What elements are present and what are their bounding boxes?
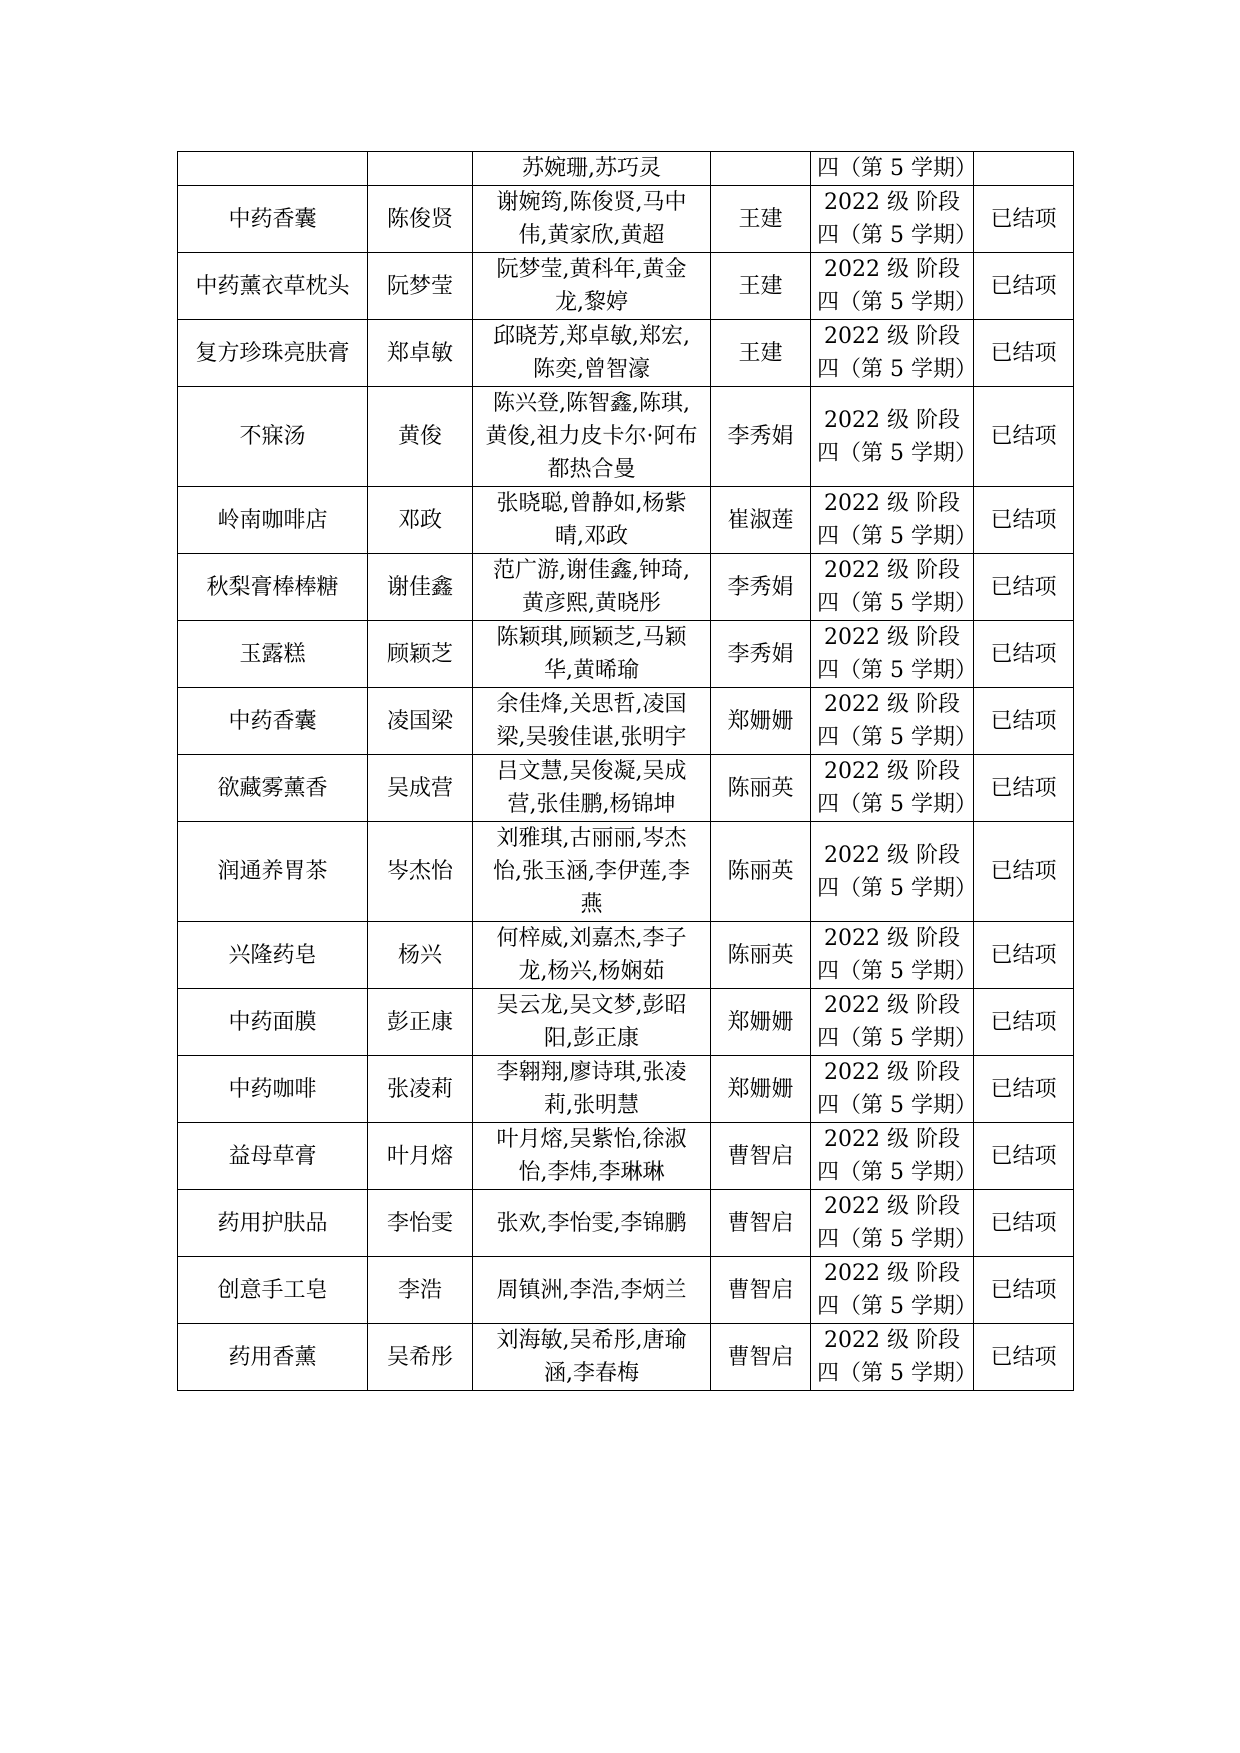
table-row (178, 152, 1074, 186)
leader-cell: 凌国梁 (368, 688, 473, 755)
status-cell: 已结项 (974, 621, 1074, 688)
project-name-cell: 玉露糕 (178, 621, 368, 688)
advisor-cell: 李秀娟 (711, 621, 811, 688)
project-name-cell: 不寐汤 (178, 387, 368, 487)
table-body (178, 152, 1074, 1391)
project-name-cell: 药用香薰 (178, 1324, 368, 1391)
table-row (178, 822, 1074, 922)
advisor-cell: 郑姗姗 (711, 688, 811, 755)
leader-cell: 阮梦莹 (368, 253, 473, 320)
status-cell: 已结项 (974, 989, 1074, 1056)
advisor-cell: 李秀娟 (711, 387, 811, 487)
leader-cell: 郑卓敏 (368, 320, 473, 387)
leader-cell: 杨兴 (368, 922, 473, 989)
project-name-cell: 复方珍珠亮肤膏 (178, 320, 368, 387)
advisor-cell: 李秀娟 (711, 554, 811, 621)
status-cell: 已结项 (974, 487, 1074, 554)
status-cell: 已结项 (974, 822, 1074, 922)
stage-cell: 2022 级 阶段四（第 5 学期） (811, 554, 974, 621)
members-cell: 邱晓芳,郑卓敏,郑宏,陈奕,曾智濠 (473, 320, 711, 387)
status-cell: 已结项 (974, 320, 1074, 387)
table-row (178, 755, 1074, 822)
advisor-cell: 陈丽英 (711, 922, 811, 989)
status-cell (974, 152, 1074, 186)
table-row (178, 1257, 1074, 1324)
table-row (178, 621, 1074, 688)
advisor-cell: 王建 (711, 253, 811, 320)
status-cell: 已结项 (974, 1324, 1074, 1391)
status-cell: 已结项 (974, 1056, 1074, 1123)
stage-cell: 2022 级 阶段四（第 5 学期） (811, 1257, 974, 1324)
project-name-cell: 创意手工皂 (178, 1257, 368, 1324)
advisor-cell: 王建 (711, 320, 811, 387)
stage-cell: 2022 级 阶段四（第 5 学期） (811, 487, 974, 554)
stage-cell: 2022 级 阶段四（第 5 学期） (811, 989, 974, 1056)
leader-cell: 李浩 (368, 1257, 473, 1324)
project-name-cell: 中药咖啡 (178, 1056, 368, 1123)
project-name-cell: 欲藏雾薰香 (178, 755, 368, 822)
advisor-cell: 郑姗姗 (711, 989, 811, 1056)
members-cell: 陈颖琪,顾颖芝,马颖华,黄晞瑜 (473, 621, 711, 688)
stage-cell: 2022 级 阶段四（第 5 学期） (811, 1190, 974, 1257)
stage-cell: 2022 级 阶段四（第 5 学期） (811, 186, 974, 253)
leader-cell: 谢佳鑫 (368, 554, 473, 621)
stage-cell: 2022 级 阶段四（第 5 学期） (811, 755, 974, 822)
leader-cell: 叶月熔 (368, 1123, 473, 1190)
table-row (178, 186, 1074, 253)
table-row (178, 1056, 1074, 1123)
status-cell: 已结项 (974, 922, 1074, 989)
leader-cell: 彭正康 (368, 989, 473, 1056)
table-row (178, 1190, 1074, 1257)
status-cell: 已结项 (974, 755, 1074, 822)
members-cell: 刘雅琪,古丽丽,岑杰怡,张玉涵,李伊莲,李燕 (473, 822, 711, 922)
advisor-cell: 曹智启 (711, 1324, 811, 1391)
status-cell: 已结项 (974, 1257, 1074, 1324)
leader-cell: 顾颖芝 (368, 621, 473, 688)
project-name-cell: 中药香囊 (178, 186, 368, 253)
table-row (178, 487, 1074, 554)
table-row (178, 554, 1074, 621)
stage-cell: 2022 级 阶段四（第 5 学期） (811, 621, 974, 688)
members-cell: 周镇洲,李浩,李炳兰 (473, 1257, 711, 1324)
table-row (178, 320, 1074, 387)
stage-cell: 2022 级 阶段四（第 5 学期） (811, 253, 974, 320)
advisor-cell (711, 152, 811, 186)
members-cell: 阮梦莹,黄科年,黄金龙,黎婷 (473, 253, 711, 320)
project-name-cell: 秋梨膏棒棒糖 (178, 554, 368, 621)
members-cell: 吴云龙,吴文梦,彭昭阳,彭正康 (473, 989, 711, 1056)
status-cell: 已结项 (974, 1123, 1074, 1190)
members-cell: 范广游,谢佳鑫,钟琦,黄彦熙,黄晓彤 (473, 554, 711, 621)
members-cell: 张欢,李怡雯,李锦鹏 (473, 1190, 711, 1257)
status-cell: 已结项 (974, 186, 1074, 253)
members-cell: 吕文慧,吴俊凝,吴成营,张佳鹏,杨锦坤 (473, 755, 711, 822)
members-cell: 刘海敏,吴希彤,唐瑜涵,李春梅 (473, 1324, 711, 1391)
table-row (178, 253, 1074, 320)
stage-cell: 2022 级 阶段四（第 5 学期） (811, 1056, 974, 1123)
table-row (178, 989, 1074, 1056)
project-name-cell: 益母草膏 (178, 1123, 368, 1190)
stage-cell: 2022 级 阶段四（第 5 学期） (811, 1324, 974, 1391)
project-name-cell: 中药面膜 (178, 989, 368, 1056)
status-cell: 已结项 (974, 253, 1074, 320)
leader-cell: 邓政 (368, 487, 473, 554)
advisor-cell: 崔淑莲 (711, 487, 811, 554)
stage-cell: 2022 级 阶段四（第 5 学期） (811, 320, 974, 387)
project-name-cell: 润通养胃茶 (178, 822, 368, 922)
members-cell: 张晓聪,曾静如,杨紫晴,邓政 (473, 487, 711, 554)
table-row (178, 688, 1074, 755)
leader-cell: 吴希彤 (368, 1324, 473, 1391)
advisor-cell: 陈丽英 (711, 822, 811, 922)
stage-cell: 四（第 5 学期） (811, 152, 974, 186)
members-cell: 何梓威,刘嘉杰,李子龙,杨兴,杨娴茹 (473, 922, 711, 989)
members-cell: 李翱翔,廖诗琪,张凌莉,张明慧 (473, 1056, 711, 1123)
leader-cell: 陈俊贤 (368, 186, 473, 253)
project-name-cell: 岭南咖啡店 (178, 487, 368, 554)
advisor-cell: 陈丽英 (711, 755, 811, 822)
leader-cell (368, 152, 473, 186)
leader-cell: 岑杰怡 (368, 822, 473, 922)
table-row (178, 922, 1074, 989)
members-cell: 陈兴登,陈智鑫,陈琪,黄俊,祖力皮卡尔·阿布都热合曼 (473, 387, 711, 487)
advisor-cell: 曹智启 (711, 1123, 811, 1190)
project-table (177, 151, 1074, 1391)
status-cell: 已结项 (974, 387, 1074, 487)
stage-cell: 2022 级 阶段四（第 5 学期） (811, 1123, 974, 1190)
leader-cell: 黄俊 (368, 387, 473, 487)
advisor-cell: 郑姗姗 (711, 1056, 811, 1123)
table-row (178, 1123, 1074, 1190)
project-name-cell: 兴隆药皂 (178, 922, 368, 989)
members-cell: 余佳烽,关思哲,凌国梁,吴骏佳谌,张明宇 (473, 688, 711, 755)
project-name-cell: 中药薰衣草枕头 (178, 253, 368, 320)
project-name-cell: 中药香囊 (178, 688, 368, 755)
stage-cell: 2022 级 阶段四（第 5 学期） (811, 822, 974, 922)
leader-cell: 李怡雯 (368, 1190, 473, 1257)
leader-cell: 吴成营 (368, 755, 473, 822)
project-name-cell (178, 152, 368, 186)
members-cell: 叶月熔,吴紫怡,徐淑怡,李炜,李琳琳 (473, 1123, 711, 1190)
stage-cell: 2022 级 阶段四（第 5 学期） (811, 922, 974, 989)
status-cell: 已结项 (974, 688, 1074, 755)
advisor-cell: 曹智启 (711, 1257, 811, 1324)
advisor-cell: 曹智启 (711, 1190, 811, 1257)
members-cell: 谢婉筠,陈俊贤,马中伟,黄家欣,黄超 (473, 186, 711, 253)
table-row (178, 1324, 1074, 1391)
leader-cell: 张凌莉 (368, 1056, 473, 1123)
members-cell: 苏婉珊,苏巧灵 (473, 152, 711, 186)
table-row (178, 387, 1074, 487)
stage-cell: 2022 级 阶段四（第 5 学期） (811, 387, 974, 487)
project-name-cell: 药用护肤品 (178, 1190, 368, 1257)
stage-cell: 2022 级 阶段四（第 5 学期） (811, 688, 974, 755)
advisor-cell: 王建 (711, 186, 811, 253)
status-cell: 已结项 (974, 554, 1074, 621)
status-cell: 已结项 (974, 1190, 1074, 1257)
